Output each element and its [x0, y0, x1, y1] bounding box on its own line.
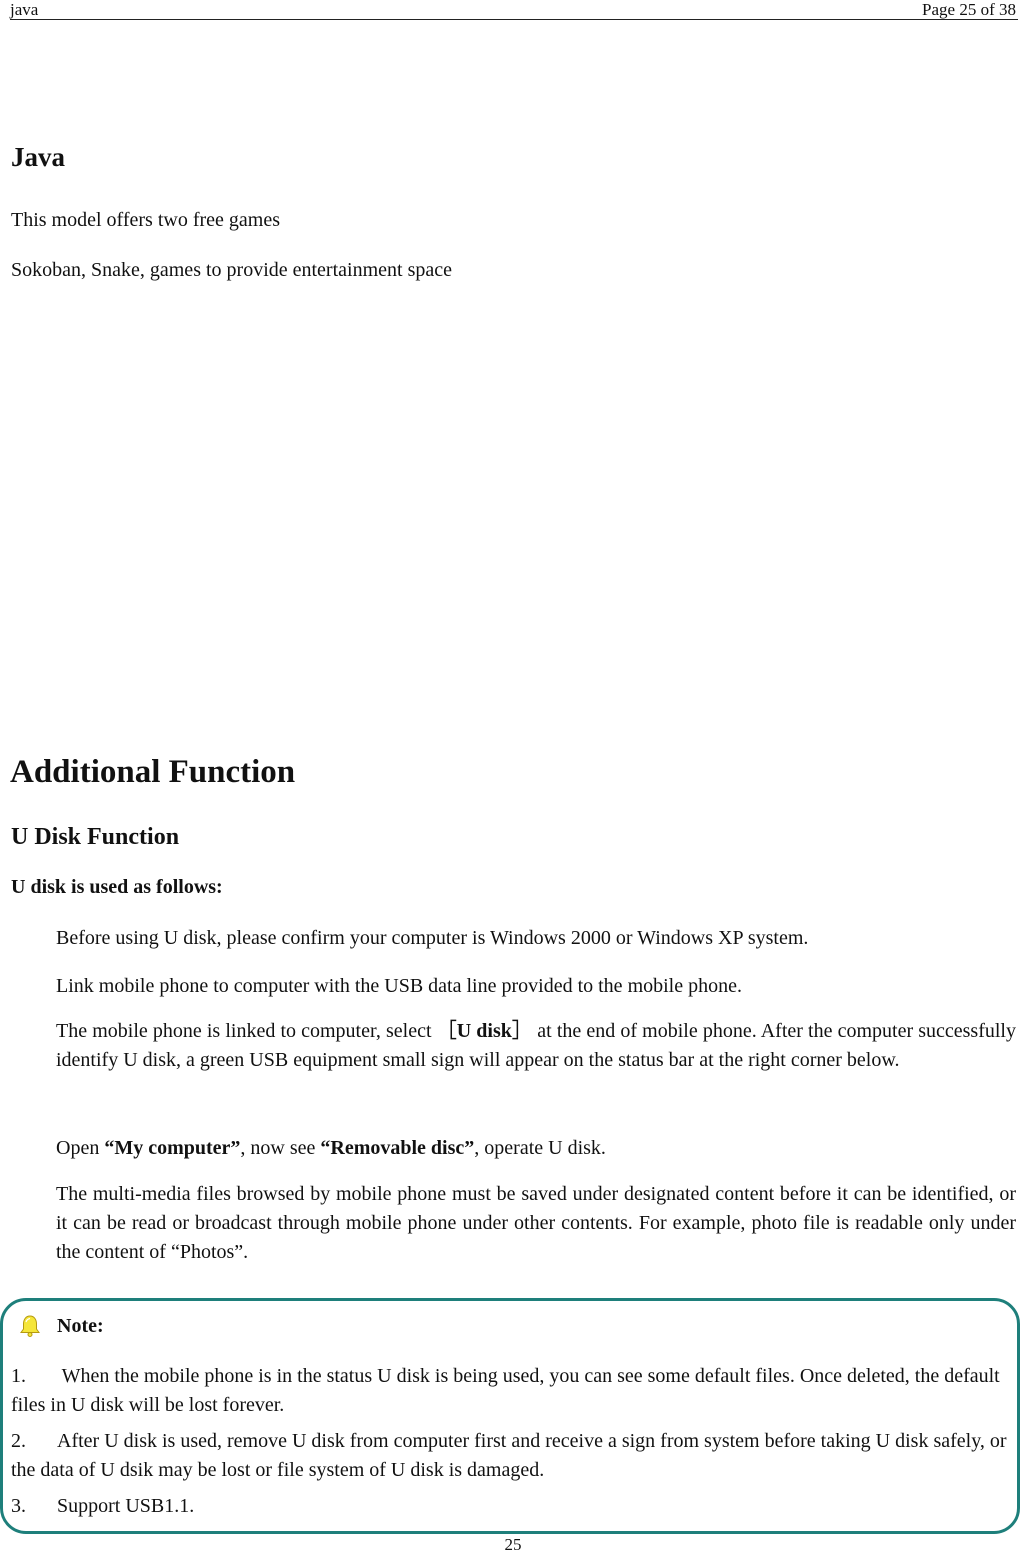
note-item-2-number: 2. [11, 1430, 26, 1452]
note-item-1-text: When the mobile phone is in the status U disk is being used, you can see some default files. Once deleted, the default files in U disk will be lost forever. [11, 1365, 1000, 1416]
u-disk-intro: U disk is used as follows: [11, 876, 223, 898]
p4-text-a: Open [56, 1137, 105, 1159]
java-heading: Java [11, 142, 65, 172]
java-line-1: This model offers two free games [11, 209, 280, 231]
additional-function-heading: Additional Function [10, 754, 296, 790]
u-disk-paragraph-4 [56, 1134, 1016, 1163]
p3-u-disk-label: ［U disk］ [436, 1020, 533, 1042]
p3-text-b: at the end of mobile phone. After the computer successfully identify U disk, a green USB equipment small sign will appear on the status bar at the right corner below. [56, 1020, 1016, 1071]
u-disk-paragraph-3 [56, 1017, 1016, 1075]
header-section-title: java [10, 0, 39, 19]
header-divider [10, 19, 1018, 20]
note-item-1 [11, 1362, 1016, 1420]
header-page-info: Page 25 of 38 [922, 0, 1016, 19]
p4-my-computer: “My computer” [104, 1137, 241, 1159]
u-disk-paragraph-1: Before using U disk, please confirm your computer is Windows 2000 or Windows XP system. [56, 927, 809, 949]
footer-page-number: 25 [504, 1535, 522, 1554]
note-title: Note: [57, 1315, 104, 1337]
p3-text-a: The mobile phone is linked to computer, select [56, 1020, 437, 1042]
note-item-3 [11, 1492, 1016, 1521]
p4-text-b: , now see [240, 1137, 321, 1159]
bell-icon [18, 1314, 42, 1338]
u-disk-paragraph-5: The multi-media files browsed by mobile phone must be saved under designated content before it can be identified, or it can be read or broadcast through mobile phone under other contents. For example, photo file is readable only under the content of “Photos”. [56, 1183, 1016, 1263]
note-item-3-number: 3. [11, 1495, 26, 1517]
u-disk-function-heading: U Disk Function [11, 824, 180, 850]
p4-text-c: , operate U disk. [474, 1137, 606, 1159]
note-item-1-number: 1. [11, 1365, 26, 1387]
note-item-2-text: After U disk is used, remove U disk from computer first and receive a sign from system before taking U disk safely, or the data of U dsik may be lost or file system of U disk is damaged. [11, 1430, 1007, 1481]
u-disk-paragraph-2: Link mobile phone to computer with the USB data line provided to the mobile phone. [56, 975, 742, 997]
note-item-2 [11, 1427, 1016, 1485]
note-item-3-text: Support USB1.1. [57, 1495, 195, 1517]
java-line-2: Sokoban, Snake, games to provide entertainment space [11, 259, 452, 281]
p4-removable-disc: “Removable disc” [320, 1137, 475, 1159]
